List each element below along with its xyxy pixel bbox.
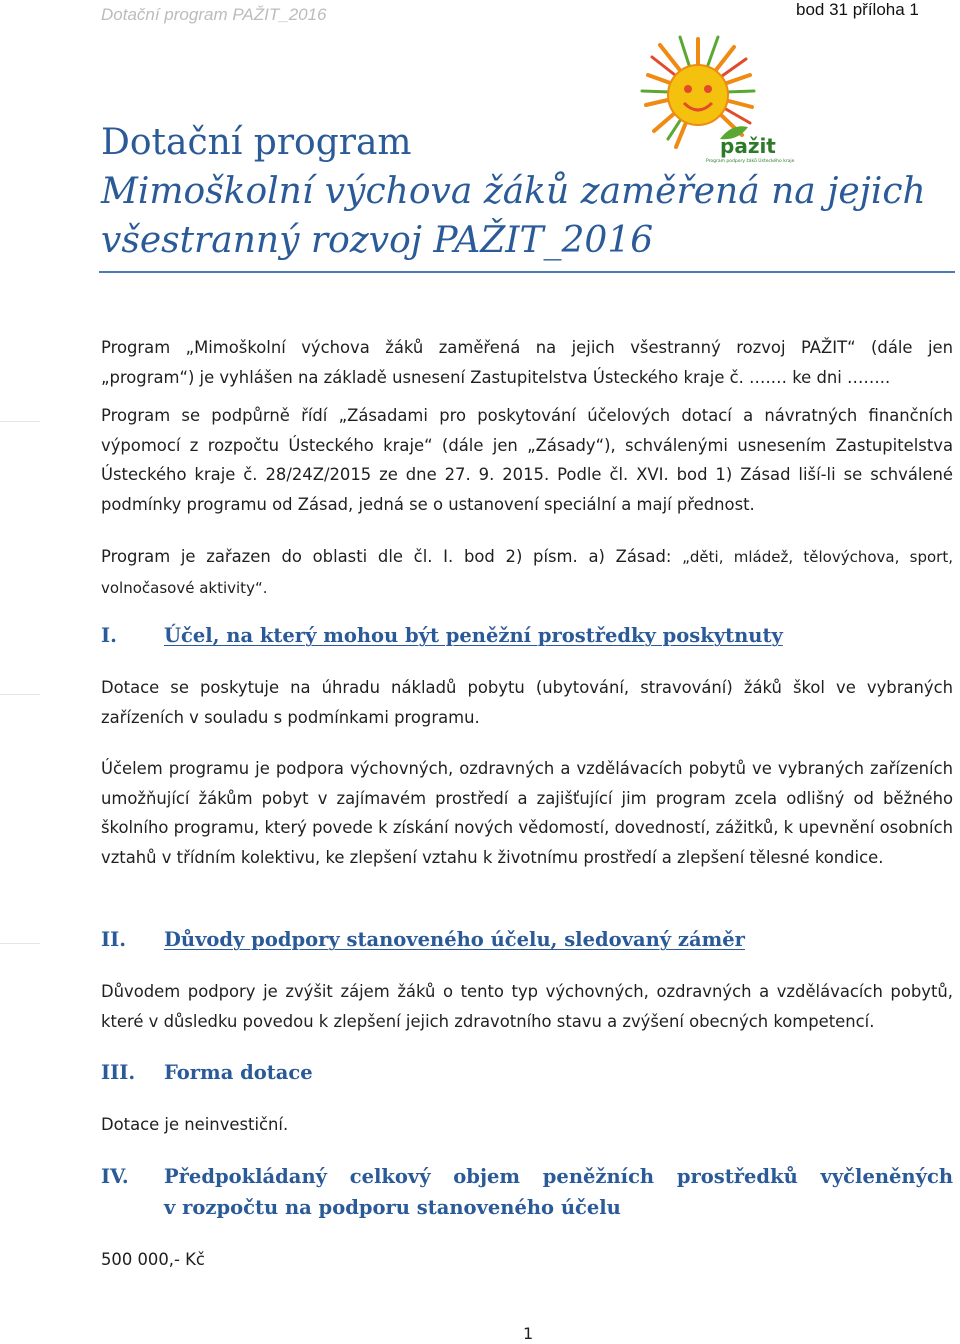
section-title-line-2: v rozpočtu na podporu stanoveného účelu xyxy=(164,1196,621,1219)
title-line-3: všestranný rozvoj PAŽIT_2016 xyxy=(101,220,654,261)
logo-tagline: Program podpory žáků Ústeckého kraje xyxy=(706,159,795,164)
intro-paragraph-line-2: „program“) je vyhlášen na základě usnesení Zastupitelstva Ústeckého kraje č. ….… ke dni …….. xyxy=(101,368,891,387)
section-1-paragraph-2: Účelem programu je podpora výchovných, ozdravných a vzdělávacích pobytů ve vybraných zařízeních umožňující žákům pobyt v zajímavém prostředí a zajišťující jim program zcela odlišný od běžného školního programu, který povede k získání nových vědomostí, dovedností, zážitků, k upevnění osobních vztahů v třídním kolektivu, ke zlepšení vztahu k životnímu prostředí a zlepšení tělesné kondice. xyxy=(101,759,953,867)
title-line-1: Dotační program xyxy=(101,122,412,163)
margin-mark xyxy=(0,943,40,944)
intro-paragraph-oblast xyxy=(101,542,953,603)
section-title-line-1: Předpokládaný celkový objem peněžních prostředků vyčleněných xyxy=(164,1165,953,1188)
section-number: II. xyxy=(101,928,127,951)
oblast-lead: Program je zařazen do oblasti dle čl. I. bod 2) písm. a) Zásad: xyxy=(101,547,683,566)
page-number: 1 xyxy=(523,1324,534,1343)
document-title xyxy=(101,118,931,265)
section-3-paragraph-1: Dotace je neinvestiční. xyxy=(101,1115,289,1134)
section-title: Účel, na který mohou být peněžní prostředky poskytnuty xyxy=(164,624,783,647)
logo-brand-text: pažit xyxy=(720,134,776,158)
section-4-paragraph-1: 500 000,- Kč xyxy=(101,1250,205,1269)
section-title: Forma dotace xyxy=(164,1061,313,1084)
section-1-paragraph-1: Dotace se poskytuje na úhradu nákladů pobytu (ubytování, stravování) žáků škol ve vybraných zařízeních v souladu s podmínkami programu. xyxy=(101,678,953,727)
section-number: IV. xyxy=(101,1165,129,1188)
title-line-2: Mimoškolní výchova žáků zaměřená na jejich xyxy=(101,171,926,212)
running-header-title: Dotační program PAŽIT_2016 xyxy=(101,5,327,24)
section-number: I. xyxy=(101,624,117,647)
section-heading-1 xyxy=(101,620,953,651)
section-number: III. xyxy=(101,1061,136,1084)
title-underline-rule xyxy=(99,271,955,273)
margin-mark xyxy=(0,421,40,422)
intro-paragraph-zasady: Program se podpůrně řídí „Zásadami pro poskytování účelových dotací a návratných finančních výpomocí z rozpočtu Ústeckého kraje“ (dále jen „Zásady“), schválenými usnesením Zastupitelstva Ústeckého kraje č. 28/24Z/2015 ze dne 27. 9. 2015. Podle čl. XVI. bod 1) Zásad liší-li se schválené podmínky programu od Zásad, jedná se o ustanovení speciální a mají přednost. xyxy=(101,406,953,514)
section-heading-2 xyxy=(101,924,953,955)
section-title: Důvody podpory stanoveného účelu, sledovaný záměr xyxy=(164,928,745,951)
oblast-quote: „děti, mládež, tělovýchova, sport, volnočasové aktivity“. xyxy=(101,548,953,597)
running-header-reference: bod 31 příloha 1 xyxy=(796,0,919,19)
intro-paragraph-line-1: Program „Mimoškolní výchova žáků zaměřená na jejich všestranný rozvoj PAŽIT“ (dále jen xyxy=(101,338,953,357)
section-2-paragraph-1: Důvodem podpory je zvýšit zájem žáků o tento typ výchovných, ozdravných a vzdělávacích pobytů, které v důsledku povedou k zlepšení jejich zdravotního stavu a zvýšení obecných kompetencí. xyxy=(101,982,953,1031)
section-heading-4 xyxy=(101,1161,953,1223)
section-heading-3 xyxy=(101,1057,953,1088)
section-title xyxy=(164,1161,953,1223)
margin-mark xyxy=(0,694,40,695)
